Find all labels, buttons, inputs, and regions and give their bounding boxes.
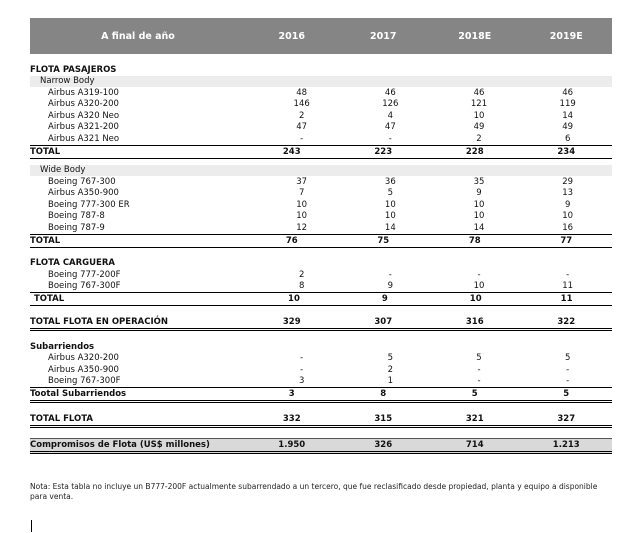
row-value: - [477,364,481,375]
row-value: 5 [564,353,571,364]
table-row [30,99,612,111]
row-value: 7 [298,188,305,199]
row-label: Boeing 767-300 [48,176,116,187]
total-row [30,234,612,248]
table-row [30,353,612,365]
section-title: FLOTA CARGUERA [30,258,115,269]
row-value: 10 [296,199,308,210]
row-label: Airbus A320-200 [48,353,119,364]
row-value: 76 [285,235,298,246]
fleet-total-row [30,413,612,428]
row-label: Airbus A350-900 [48,364,119,375]
sublease-total-row [30,388,612,403]
row-value: 36 [384,176,396,187]
row-value: - [566,364,570,375]
row-label: Boeing 777-300 ER [48,199,130,210]
subsection-title: Narrow Body [30,76,612,88]
row-value: 10 [384,211,396,222]
row-value: 243 [282,146,301,157]
table-row [30,364,612,376]
row-label: TOTAL [34,294,65,304]
row-value: 11 [560,294,573,304]
row-value: - [566,269,570,280]
row-value: 13 [562,188,574,199]
table-row [30,281,612,293]
row-value: 77 [560,235,573,246]
row-value: 3 [288,389,295,399]
row-value: - [388,269,392,280]
header-2017: 2017 [370,30,397,42]
row-value: 5 [476,353,482,364]
row-value: - [300,364,304,375]
row-value: 10 [473,281,485,292]
table-row [30,122,612,134]
row-label: Airbus A321-200 [48,122,119,133]
header-2016: 2016 [278,30,305,42]
row-value: - [300,353,304,364]
row-label: Airbus A320-200 [48,99,119,110]
table-row [30,87,612,99]
subsection-title: Wide Body [30,165,612,177]
row-value: 1 [387,376,394,387]
row-value: 1.950 [278,440,306,450]
table-row [30,269,612,281]
row-value: 5 [387,188,394,199]
row-value: 8 [298,281,305,292]
row-value: 78 [468,235,481,246]
row-value: 35 [473,176,485,187]
table-row [30,222,612,234]
row-value: 47 [296,122,308,133]
row-label: Boeing 767-300F [48,376,121,387]
row-value: 2 [298,269,305,280]
row-label: Boeing 777-200F [48,269,121,280]
row-value: 14 [384,222,396,233]
row-value: 2 [387,364,394,375]
row-value: 327 [557,414,576,424]
row-value: 9 [564,199,571,210]
text-cursor [31,520,32,532]
row-label: Airbus A320 Neo [48,110,120,121]
row-value: 75 [377,235,390,246]
row-value: 47 [384,122,396,133]
row-value: 3 [298,376,305,387]
row-value: 10 [473,211,485,222]
row-value: 322 [557,317,576,327]
row-value: 14 [562,110,574,121]
row-label: TOTAL FLOTA [30,414,93,424]
row-value: 316 [465,317,484,327]
row-value: 307 [374,317,393,327]
row-value: 126 [382,99,399,110]
row-value: 48 [296,87,308,98]
row-label: Tootal Subarriendos [30,389,127,399]
row-value: 5 [563,389,570,399]
row-value: 16 [562,222,574,233]
row-value: 11 [562,281,574,292]
row-label: TOTAL [30,146,61,157]
row-value: - [388,133,392,144]
total-row [30,145,612,159]
row-value: 37 [296,176,308,187]
row-value: 119 [559,99,576,110]
row-value: 49 [562,122,574,133]
row-value: 321 [465,414,484,424]
row-label: TOTAL [30,235,61,246]
row-value: 146 [293,99,310,110]
table-row [30,133,612,145]
row-value: 315 [374,414,393,424]
row-value: 46 [562,87,574,98]
row-value: 8 [380,389,387,399]
row-label: Boeing 787-8 [48,211,105,222]
row-value: 1.213 [552,440,580,450]
row-label: Airbus A350-900 [48,188,119,199]
row-value: - [566,376,570,387]
section-title: Subarriendos [30,341,95,352]
row-value: 10 [384,199,396,210]
row-value: 10 [469,294,482,304]
row-value: 10 [562,211,574,222]
row-value: 5 [471,389,478,399]
row-value: 2 [476,133,482,144]
table-row [30,199,612,211]
row-value: 9 [381,294,388,304]
fleet-table [30,18,612,454]
header-label: A final de año [101,30,175,42]
row-value: - [300,133,304,144]
table-row [30,176,612,188]
section-title: FLOTA PASAJEROS [30,64,117,75]
row-label: Boeing 767-300F [48,281,121,292]
row-value: 49 [473,122,485,133]
row-value: 14 [473,222,485,233]
row-value: 10 [288,294,300,304]
row-value: 12 [296,222,308,233]
row-value: 46 [473,87,485,98]
table-row [30,110,612,122]
row-label: Compromisos de Flota (US$ millones) [30,440,210,450]
row-value: 9 [387,281,394,292]
row-value: 332 [282,414,301,424]
row-value: 223 [374,146,393,157]
footnote: Nota: Esta tabla no incluye un B777-200F actualmente subarrendado a un tercero, que fue reclasificado desde propiedad, planta y equipo a disponible para venta. [30,482,598,501]
row-value: 228 [465,146,484,157]
row-value: 6 [564,133,571,144]
row-label: Airbus A321 Neo [48,133,120,144]
row-value: 10 [296,211,308,222]
table-row [30,211,612,223]
row-value: 329 [282,317,301,327]
row-label: TOTAL FLOTA EN OPERACIÓN [30,317,168,327]
table-header [30,18,612,54]
header-2018e: 2018E [458,30,492,42]
row-value: 5 [387,353,394,364]
table-row [30,188,612,200]
row-label: Boeing 787-9 [48,222,105,233]
row-value: 234 [557,146,576,157]
operation-total-row [30,316,612,331]
row-label: Airbus A319-100 [48,87,119,98]
table-row [30,376,612,389]
row-value: - [477,269,481,280]
row-value: 29 [562,176,574,187]
row-value: 46 [384,87,396,98]
row-value: 326 [374,440,393,450]
row-value: 10 [473,199,485,210]
row-value: 121 [470,99,488,110]
header-2019e: 2019E [549,30,583,42]
row-value: 10 [473,110,485,121]
total-row [30,292,612,306]
commitments-row [30,438,612,454]
row-value: 2 [298,110,305,121]
row-value: 4 [387,110,394,121]
row-value: - [477,376,481,387]
row-value: 9 [476,188,482,199]
row-value: 714 [465,440,484,450]
